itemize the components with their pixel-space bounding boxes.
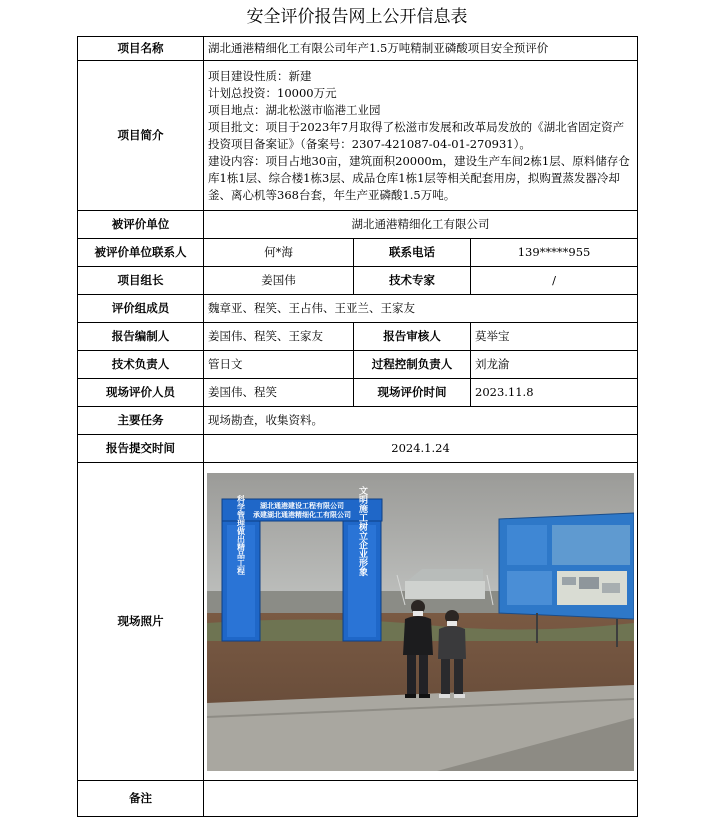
row-main-task [78, 407, 638, 435]
remarks-label: 备注 [78, 781, 204, 817]
main-task-value: 现场勘查，收集资料。 [204, 407, 638, 435]
report-editors-label: 报告编制人 [78, 323, 204, 351]
project-intro-value [204, 61, 638, 211]
row-evaluated-unit [78, 211, 638, 239]
team-leader-label: 项目组长 [78, 267, 204, 295]
contact-value: 何*海 [204, 239, 354, 267]
row-team-leader [78, 267, 638, 295]
info-table [77, 36, 638, 817]
team-leader-value: 姜国伟 [204, 267, 354, 295]
tech-expert-value: / [471, 267, 638, 295]
gate-left-slogan: 科学管理做出精品工程 [236, 494, 246, 575]
intro-approval: 项目批文：项目于2023年7月取得了松滋市发展和改革局发放的《湖北省固定资产投资项目备案证》（备案号：2307-421087-04-01-270931）。 [208, 119, 625, 151]
row-report-editors [78, 323, 638, 351]
site-photo-label: 现场照片 [78, 463, 204, 781]
tech-lead-label: 技术负责人 [78, 351, 204, 379]
site-staff-value: 姜国伟、程笑 [204, 379, 354, 407]
tech-lead-value: 管日文 [204, 351, 354, 379]
evaluated-unit-label: 被评价单位 [78, 211, 204, 239]
row-team-members [78, 295, 638, 323]
team-members-value: 魏章亚、程笑、王占伟、王亚兰、王家友 [204, 295, 638, 323]
row-site-staff [78, 379, 638, 407]
phone-label: 联系电话 [354, 239, 471, 267]
process-lead-value: 刘龙渝 [471, 351, 638, 379]
team-members-label: 评价组成员 [78, 295, 204, 323]
intro-construction: 建设内容：项目占地30亩，建筑面积20000m，建设生产车间2栋1层、原料储存仓库1栋1层、综合楼1栋3层、成品仓库1栋1层等相关配套用房，拟购置蒸发器冷却釜、离心机等368台套，年生产亚磷酸1.5万吨。 [208, 153, 630, 202]
process-lead-label: 过程控制负责人 [354, 351, 471, 379]
evaluated-unit-value: 湖北通港精细化工有限公司 [204, 211, 638, 239]
contact-label: 被评价单位联系人 [78, 239, 204, 267]
row-project-intro [78, 61, 638, 211]
intro-nature: 项目建设性质：新建 [208, 68, 312, 83]
row-site-photo [78, 463, 638, 781]
row-contact [78, 239, 638, 267]
site-time-label: 现场评价时间 [354, 379, 471, 407]
site-photo [207, 473, 634, 771]
report-reviewer-value: 莫举宝 [471, 323, 638, 351]
row-remarks [78, 781, 638, 817]
project-name-label: 项目名称 [78, 37, 204, 61]
report-editors-value: 姜国伟、程笑、王家友 [204, 323, 354, 351]
phone-value: 139*****955 [471, 239, 638, 267]
submit-time-label: 报告提交时间 [78, 435, 204, 463]
submit-time-value: 2024.1.24 [204, 435, 638, 463]
page-title: 安全评价报告网上公开信息表 [246, 7, 468, 27]
intro-investment: 计划总投资：10000万元 [208, 85, 337, 100]
site-staff-label: 现场评价人员 [78, 379, 204, 407]
gate-banner-line2: 承建湖北通港精细化工有限公司 [253, 510, 352, 519]
report-reviewer-label: 报告审核人 [354, 323, 471, 351]
tech-expert-label: 技术专家 [354, 267, 471, 295]
row-project-name [78, 37, 638, 61]
project-name-value: 湖北通港精细化工有限公司年产1.5万吨精制亚磷酸项目安全预评价 [204, 37, 638, 61]
row-tech-lead [78, 351, 638, 379]
gate-right-slogan: 文明施工树立企业形象 [357, 485, 368, 576]
main-task-label: 主要任务 [78, 407, 204, 435]
gate-banner-line1: 湖北通港建设工程有限公司 [260, 501, 345, 510]
site-photo-illustration [207, 473, 634, 771]
remarks-value [204, 781, 638, 817]
row-submit-time [78, 435, 638, 463]
intro-location: 项目地点：湖北松滋市临港工业园 [208, 102, 381, 117]
project-intro-label: 项目简介 [78, 61, 204, 211]
site-photo-cell [204, 463, 638, 781]
site-time-value: 2023.11.8 [471, 379, 638, 407]
